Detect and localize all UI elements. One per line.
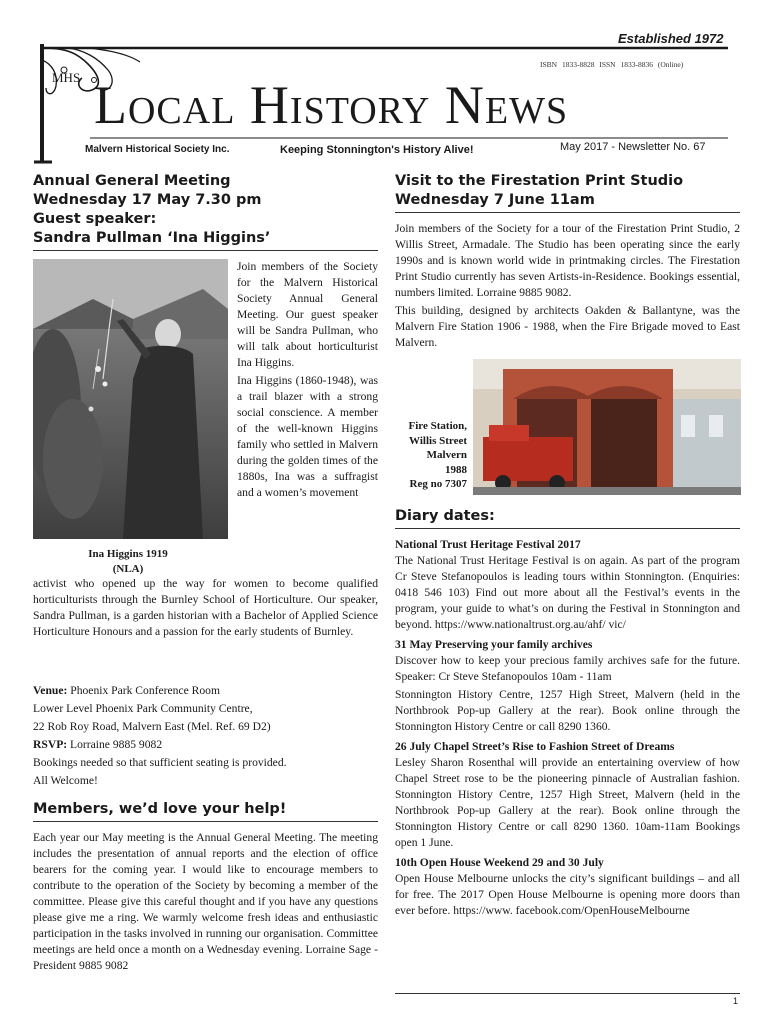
- visit-paragraph-1: Join members of the Society for a tour of the Firestation Print Studio, 2 Willis Street, Armadale. The Studio has been operating since the early 1990s and is known world wide in printmaking circles. The Firestation Print Studio currently has seven Artists-in-Residence. Bookings essential, numbers limited. Lorraine 9885 9082.: [395, 222, 740, 299]
- agm-heading-line-3: Guest speaker:: [33, 211, 157, 227]
- bookings-line: Bookings needed so that sufficient seating is provided.: [33, 756, 287, 769]
- firestation-block: [395, 359, 740, 499]
- event-heading: National Trust Heritage Festival 2017: [395, 538, 581, 551]
- tagline: Keeping Stonnington's History Alive!: [280, 144, 474, 156]
- issue-label: May 2017 - Newsletter No. 67: [560, 141, 706, 153]
- event-heading: 10th Open House Weekend 29 and 30 July: [395, 856, 604, 869]
- mhs-logo-mark: MHS: [52, 70, 81, 85]
- event-heading: 31 May Preserving your family archives: [395, 638, 593, 651]
- page-number: 1: [733, 996, 739, 1006]
- event-paragraph: Open House Melbourne unlocks the city’s significant buildings – and all for free. The 2017 Open House Melbourne is opening more doors than ever before. https://www. facebook.com/OpenHouseMelbourne: [395, 872, 740, 917]
- ina-caption-line-1: Ina Higgins 1919: [88, 548, 168, 560]
- agm-heading: [33, 172, 378, 251]
- event-paragraph: Stonnington History Centre, 1257 High Street, Malvern (held in the Northbrook Pop-up Gallery at the rear). Book online through the Stonnington History Centre or call 8290 1360.: [395, 688, 740, 733]
- fs-caption-line-3: Malvern: [426, 449, 467, 461]
- rsvp-value: Lorraine 9885 9082: [67, 738, 163, 751]
- visit-heading-line-1: Visit to the Firestation Print Studio: [395, 173, 684, 189]
- agm-text-narrow: [237, 259, 378, 501]
- agm-text-wide: [33, 576, 378, 640]
- event-paragraph: Lesley Sharon Rosenthal will provide an entertaining overview of how Chapel Street rose to be the pioneering pinnacle of Australian fashion. Stonnington History Centre, 1257 High Street, Malvern (held in the Northbrook Pop-up Gallery at the rear). Book online through the Stonnington History Centre or call 8290 1360. 10am-11am Bookings open 1 June.: [395, 756, 740, 849]
- isbn-line: ISBN 1833-8828 ISSN 1833-8836 (Online): [540, 60, 684, 69]
- visit-heading-line-2: Wednesday 7 June 11am: [395, 192, 595, 208]
- visit-paragraph-2: This building, designed by architects Oakden & Ballantyne, was the Malvern Fire Station 1906 - 1988, when the Fire Brigade moved to East Malvern.: [395, 304, 740, 349]
- right-column: [395, 172, 740, 919]
- masthead-title: Local History News: [94, 75, 569, 135]
- established-label: Established 1972: [618, 31, 724, 46]
- ina-caption-line-2: (NLA): [112, 563, 144, 575]
- fs-caption-line-4: 1988: [445, 463, 467, 476]
- firestation-photo: [473, 359, 741, 495]
- agm-heading-line-2: Wednesday 17 May 7.30 pm: [33, 192, 262, 208]
- ina-higgins-caption: [63, 547, 193, 577]
- venue-block: [33, 682, 378, 790]
- agm-paragraph-2: Ina Higgins (1860-1948), was a trail blazer with a strong social conscience. A member of the well-known Higgins family who settled in Malvern during the golden times of the 1880s, Ina was a suffragist and a women’s movement: [237, 374, 378, 499]
- event-paragraph: The National Trust Heritage Festival is on again. As part of the program Cr Steve Stefanopoulos is leading tours within Stonnington. (Enquiries: 0418 546 103) Find out more about all the Festival’s events in the program, your guide to what’s on during the Festival in Stonnington and beyond. https://www.nationaltrust.org.au/ahf/ vic/: [395, 554, 740, 631]
- bottom-rule: [395, 993, 740, 994]
- ina-higgins-photo: [33, 259, 228, 539]
- venue-value: Phoenix Park Conference Room: [67, 684, 220, 697]
- rsvp-label: RSVP:: [33, 738, 68, 751]
- members-heading: Members, we’d love your help!: [33, 800, 378, 822]
- firestation-caption: [395, 419, 467, 492]
- fs-caption-line-1: Fire Station,: [408, 420, 467, 432]
- society-name: Malvern Historical Society Inc.: [85, 144, 230, 155]
- members-section: [33, 800, 378, 974]
- agm-paragraph-3: activist who opened up the way for women to become qualified horticulturists through the Burnley School of Horticulture. Our speaker, Sandra Pullman, is a garden historian with a Bachelor of Applied Science Horticulture Honours and a passion for the early students of Burnley.: [33, 577, 378, 638]
- agm-paragraph-1: Join members of the Society for the Malvern Historical Society Annual General Meeting. Our guest speaker will be Sandra Pullman, who will talk about horticulturist Ina Higgins.: [237, 260, 378, 369]
- welcome-line: All Welcome!: [33, 774, 98, 787]
- diary-section: [395, 507, 740, 919]
- fs-caption-line-2: Willis Street: [409, 434, 467, 447]
- left-column: [33, 172, 378, 974]
- venue-line-2: Lower Level Phoenix Park Community Centre,: [33, 702, 253, 715]
- members-body: Each year our May meeting is the Annual General Meeting. The meeting includes the presentation of annual reports and the election of office bearers for the coming year. I would like to encourage members to contribute to the operation of the Society by becoming a member of the committee. Please give this careful thought and if you have any questions please give me a ring. We warmly welcome fresh ideas and enthusiastic participation in the tasks involved in running our organisation. Committee meetings are held once a month on a Wednesday evening. Lorraine Sage - President 9885 9082: [33, 831, 378, 972]
- visit-heading: [395, 172, 740, 213]
- event-heading: 26 July Chapel Street’s Rise to Fashion Street of Dreams: [395, 740, 675, 753]
- agm-section: [33, 259, 378, 674]
- agm-heading-line-1: Annual General Meeting: [33, 173, 231, 189]
- venue-label: Venue:: [33, 684, 68, 697]
- agm-heading-line-4: Sandra Pullman ‘Ina Higgins’: [33, 230, 271, 246]
- diary-heading: Diary dates:: [395, 507, 740, 529]
- fs-caption-line-5: Reg no 7307: [409, 478, 467, 490]
- event-paragraph: Discover how to keep your precious family archives safe for the future. Speaker: Cr Steve Stefanopoulos 10am - 11am: [395, 654, 740, 683]
- venue-line-3: 22 Rob Roy Road, Malvern East (Mel. Ref. 69 D2): [33, 720, 271, 733]
